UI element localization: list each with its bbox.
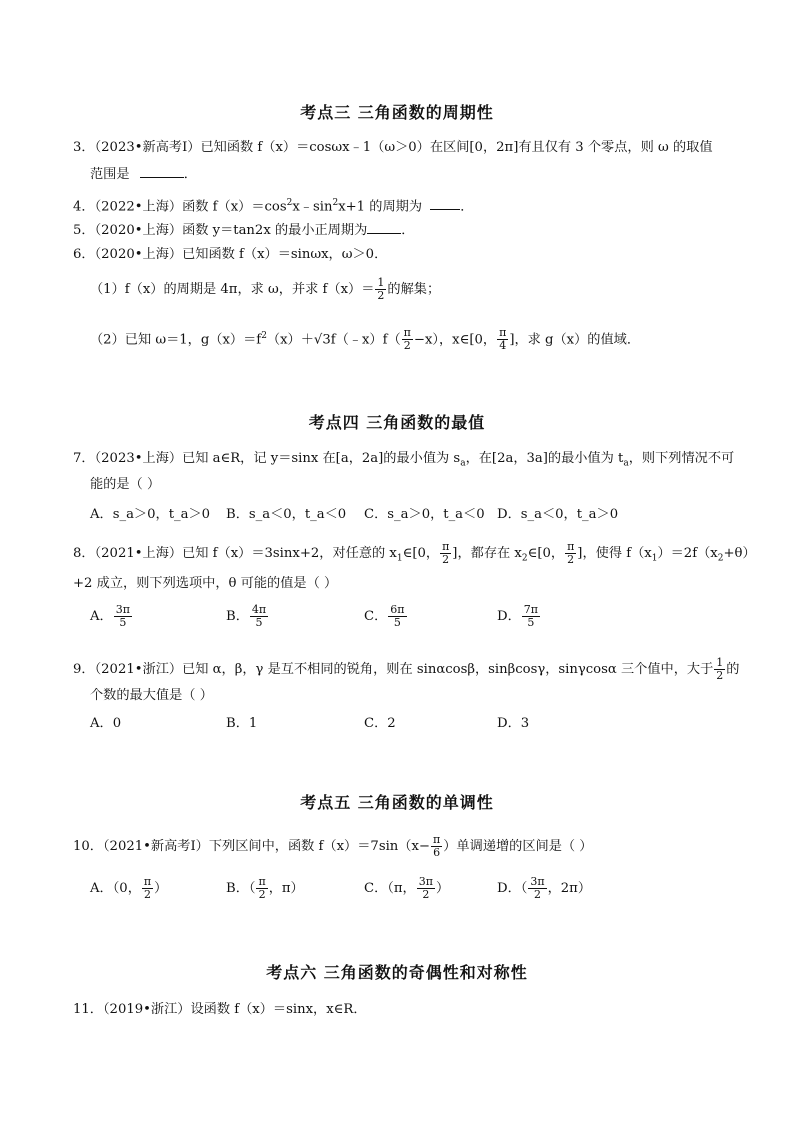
question-9-line-1: 9．（2021•浙江）已知 α，β，γ 是互不相同的锐角，则在 sinαcosβ，sinβcosγ，sinγcosα 三个值中，大于 $\frac{1}{2}$ 的 bbox=[73, 656, 740, 682]
answer-blank bbox=[430, 195, 460, 210]
choice-d[interactable]: D．（ $\frac{3\pi}{2}$ ，2π） bbox=[497, 875, 592, 901]
question-9-line-2: 个数的最大值是（ ） bbox=[90, 688, 213, 703]
section-title-4: 考点四 三角函数的最值 bbox=[308, 413, 486, 432]
choice-d[interactable]: D． $\frac{7\pi}{5}$ bbox=[497, 603, 538, 629]
section-title-6: 考点六 三角函数的奇偶性和对称性 bbox=[266, 963, 528, 982]
fraction: $\frac{\pi}{2}$ bbox=[567, 540, 575, 566]
fraction: $\frac{\pi}{2}$ bbox=[403, 326, 411, 353]
choice-b[interactable]: B．（ $\frac{\pi}{2}$ ，π） bbox=[226, 875, 304, 901]
question-7-line-1: 7．（2023•上海）已知 a∈R，记 y＝sinx 在[a，2a]的最小值为 $s_a$，在[2a，3a]的最小值为 $t_a$，则下列情况不可 bbox=[73, 451, 735, 469]
question-6-line-1: 6．（2020•上海）已知函数 f（x）＝sinωx，ω＞0． bbox=[73, 247, 388, 262]
choice-d[interactable]: D．3 bbox=[497, 716, 530, 731]
fraction: $\frac{\pi}{2}$ bbox=[442, 540, 450, 566]
question-6-part-2: （2）已知 ω＝1，$g(x)=f^2(x)+√3f(﹣x)f$（ $\frac{\pi}{2}$ −x），x∈[0， $\frac{\pi}{4}$ ]，求 g（x）的值域． bbox=[90, 326, 641, 353]
question-8-line-1: 8．（2021•上海）已知 f（x）＝3sinx+2，对任意的 $x_1\in[0$， $\frac{\pi}{2}$ ]，都存在 $x_2\in[0$， $\frac{\pi}{2}$ ]，使得 $f(x_1)=2f(x_2+\theta)$ bbox=[73, 540, 756, 566]
choice-b[interactable]: B． $\frac{4\pi}{5}$ bbox=[226, 603, 267, 629]
choice-a[interactable]: A．0 bbox=[90, 716, 122, 731]
question-3-line-1: 3．（2023•新高考Ⅰ）已知函数 f（x）＝cosωx﹣1（ω＞0）在区间[0，2π]有且仅有 3 个零点，则 ω 的取值 bbox=[73, 140, 713, 155]
choice-c[interactable]: C．2 bbox=[364, 716, 396, 731]
choice-a[interactable]: A．s_a＞0，t_a＞0 bbox=[90, 507, 211, 522]
question-3-line-2: 范围是 ． bbox=[90, 163, 770, 185]
question-6-part-1: （1）f（x）的周期是 4π，求 ω，并求 f（x）＝ $\frac{1}{2}$ 的解集； bbox=[90, 276, 441, 302]
fraction: $\frac{1}{2}$ bbox=[377, 276, 385, 302]
choice-c[interactable]: C．s_a＞0，t_a＜0 bbox=[364, 507, 485, 522]
section-title-5: 考点五 三角函数的单调性 bbox=[300, 793, 494, 812]
choice-a[interactable]: A．（0， $\frac{\pi}{2}$ ） bbox=[90, 875, 168, 901]
choice-b[interactable]: B．1 bbox=[226, 716, 258, 731]
question-10: 10．（2021•新高考Ⅰ）下列区间中，函数 f（x）＝7sin（x− $\frac{\pi}{6}$ ）单调递增的区间是（ ） bbox=[73, 833, 593, 859]
answer-blank bbox=[367, 219, 401, 234]
question-4: 4．（2022•上海）函数 $f(x)=\cos^2x﹣\sin^2x+1$ 的周期为 ． bbox=[73, 193, 753, 217]
answer-blank bbox=[140, 163, 184, 178]
fraction: $\frac{1}{2}$ bbox=[716, 656, 724, 682]
choice-a[interactable]: A． $\frac{3\pi}{5}$ bbox=[90, 603, 130, 629]
fraction: $\frac{\pi}{6}$ bbox=[432, 833, 441, 859]
fraction: $\frac{\pi}{4}$ bbox=[499, 326, 507, 353]
choice-c[interactable]: C．（π， $\frac{3\pi}{2}$ ） bbox=[364, 875, 450, 901]
choice-c[interactable]: C． $\frac{6\pi}{5}$ bbox=[364, 603, 405, 629]
question-8-line-2: +2 成立，则下列选项中，θ 可能的值是（ ） bbox=[73, 576, 338, 591]
question-5: 5．（2020•上海）函数 y＝tan2x 的最小正周期为 ． bbox=[73, 219, 753, 241]
section-title-3: 考点三 三角函数的周期性 bbox=[300, 103, 494, 122]
choice-b[interactable]: B．s_a＜0，t_a＜0 bbox=[226, 507, 347, 522]
question-11: 11．（2019•浙江）设函数 f（x）＝sinx，x∈R． bbox=[73, 1002, 367, 1017]
question-7-line-2: 能的是（ ） bbox=[90, 477, 161, 492]
choice-d[interactable]: D．s_a＜0，t_a＞0 bbox=[497, 507, 619, 522]
